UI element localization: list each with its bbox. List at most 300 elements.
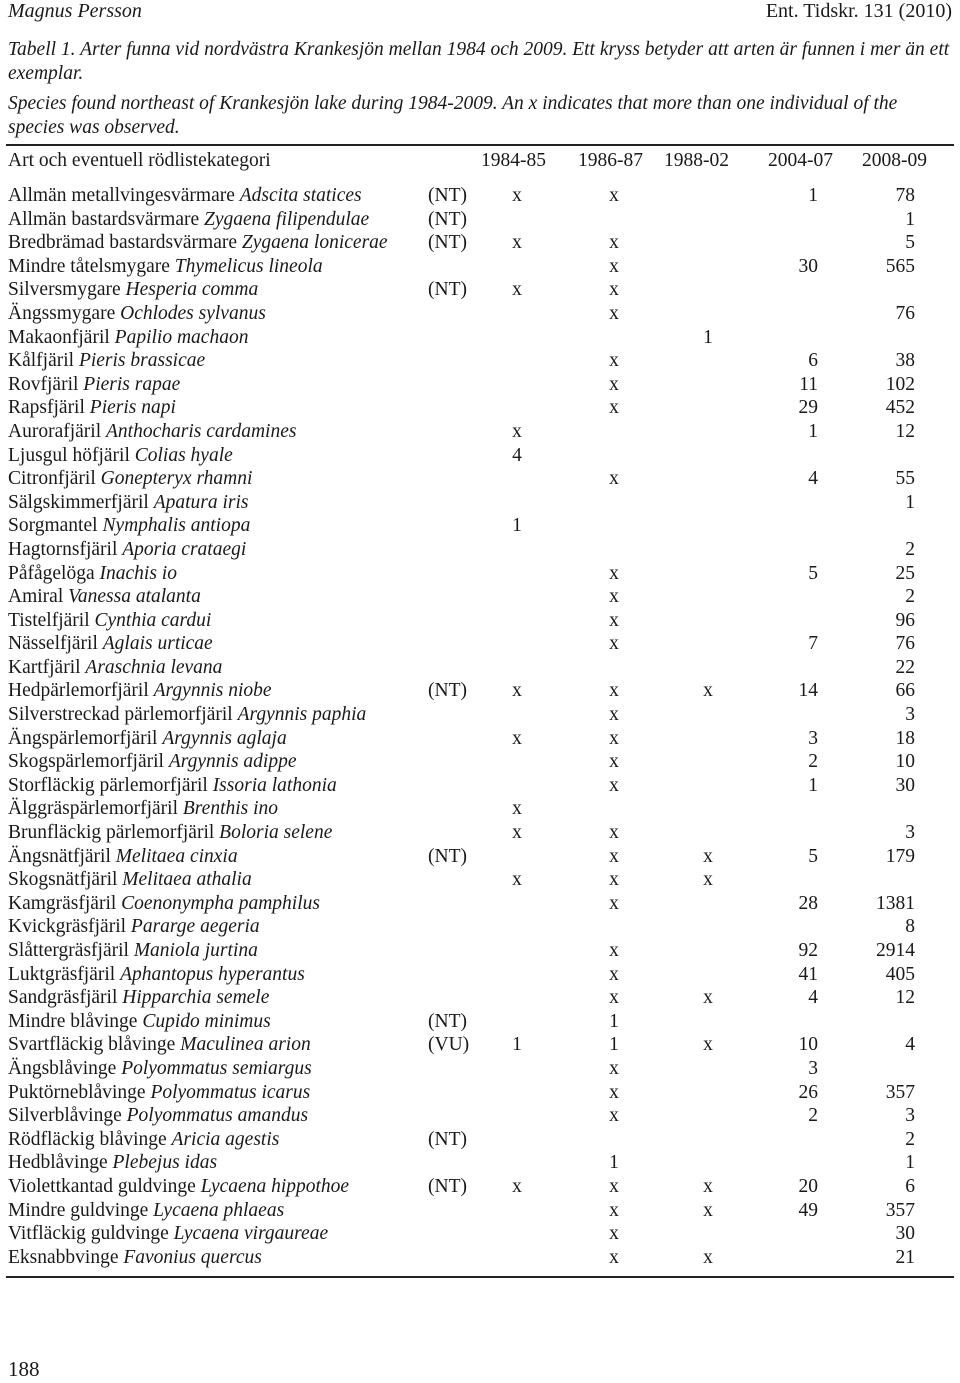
latin-name: Lycaena hippothoe [200, 1175, 350, 1197]
cell-y5: 2 [905, 586, 915, 608]
swedish-name: Silverblåvinge [8, 1105, 122, 1127]
swedish-name: Sorgmantel [8, 515, 98, 537]
cell-y4: 4 [808, 987, 818, 1009]
latin-name: Maniola jurtina [133, 940, 258, 961]
table-row [0, 349, 960, 373]
cell-value: 1 [512, 515, 522, 537]
cell-y5: 405 [885, 963, 915, 985]
table-row [0, 986, 960, 1010]
swedish-name: Storfläckig pärlemorfjäril [8, 774, 208, 796]
latin-name: Hesperia comma [125, 279, 259, 301]
table-row [0, 679, 960, 703]
cell-y5: 66 [895, 680, 915, 702]
redlist-category: (NT) [428, 845, 467, 867]
cell-y4: 10 [798, 1034, 818, 1056]
cell-y5: 78 [895, 185, 915, 206]
cell-y5: 357 [885, 1081, 915, 1103]
latin-name: Pararge aegeria [130, 916, 260, 938]
swedish-name: Silverstreckad pärlemorfjäril [8, 704, 233, 726]
cell-value: x [609, 397, 619, 419]
cell-value: x [512, 1175, 522, 1197]
table-row [0, 1128, 960, 1152]
cell-value: x [512, 420, 522, 442]
cell-value: x [512, 727, 522, 749]
table-row [0, 1246, 960, 1270]
cell-y5: 22 [895, 656, 915, 678]
cell-y5: 2 [905, 538, 915, 560]
cell-y4: 11 [799, 373, 818, 395]
cell-value: x [609, 232, 619, 254]
cell-y5: 4 [905, 1034, 915, 1056]
cell-value: x [609, 185, 619, 206]
cell-y4: 1 [808, 420, 818, 442]
cell-y5: 6 [905, 1175, 915, 1197]
running-head-author: Magnus Persson [8, 0, 142, 22]
latin-name: Lycaena virgaureae [173, 1223, 329, 1245]
cell-value: x [512, 798, 522, 820]
swedish-name: Ängspärlemorfjäril [8, 727, 158, 749]
cell-y4: 20 [798, 1175, 818, 1197]
species-name [8, 1199, 284, 1223]
table-row [0, 892, 960, 916]
swedish-name: Hagtornsfjäril [8, 538, 118, 560]
species-table [0, 184, 960, 1269]
swedish-name: Silversmygare [8, 279, 121, 301]
swedish-name: Mindre guldvinge [8, 1199, 149, 1221]
latin-name: Aricia agestis [171, 1128, 280, 1150]
cell-value: x [703, 1199, 713, 1221]
cell-y4: 3 [808, 1057, 818, 1079]
cell-y4: 2 [808, 1105, 818, 1127]
species-name [8, 609, 211, 633]
redlist-category: (NT) [428, 1128, 467, 1150]
species-name [8, 915, 260, 939]
latin-name: Brenthis ino [182, 798, 279, 820]
swedish-name: Mindre tåtelsmygare [8, 255, 170, 277]
table-bottom-rule [6, 1276, 954, 1278]
cell-y4: 1 [808, 774, 818, 796]
species-name [8, 939, 258, 963]
cell-y4: 92 [798, 940, 818, 961]
cell-value: x [609, 774, 619, 796]
cell-y4: 2 [808, 751, 818, 773]
cell-value: x [703, 1175, 713, 1197]
latin-name: Lycaena phlaeas [153, 1199, 285, 1221]
swedish-name: Ängsnätfjäril [8, 845, 111, 867]
table-row [0, 1081, 960, 1105]
table-row [0, 514, 960, 538]
swedish-name: Nässelfjäril [8, 633, 98, 655]
table-row [0, 1010, 960, 1034]
latin-name: Gonepteryx rhamni [100, 468, 253, 490]
header-2008-09: 2008-09 [862, 150, 927, 171]
table-row [0, 231, 960, 255]
swedish-name: Ängssmygare [8, 302, 116, 324]
species-name [8, 1104, 308, 1128]
cell-value: x [512, 279, 522, 301]
cell-value: 1 [609, 1034, 619, 1056]
header-1986-87: 1986-87 [578, 150, 643, 171]
table-row [0, 797, 960, 821]
table-row [0, 373, 960, 397]
swedish-name: Bredbrämad bastardsvärmare [8, 232, 238, 254]
latin-name: Nymphalis antiopa [102, 515, 251, 537]
cell-y4: 41 [798, 963, 818, 985]
header-2004-07: 2004-07 [768, 150, 833, 171]
species-name [8, 1057, 312, 1081]
table-row [0, 585, 960, 609]
species-name [8, 1081, 310, 1105]
swedish-name: Kamgräsfjäril [8, 892, 117, 914]
cell-y4: 29 [798, 397, 818, 419]
swedish-name: Ljusgul höfjäril [8, 444, 130, 466]
table-row [0, 302, 960, 326]
swedish-name: Eksnabbvinge [8, 1246, 119, 1268]
table-row [0, 1057, 960, 1081]
table-row [0, 868, 960, 892]
species-name [8, 514, 250, 538]
species-name [8, 208, 369, 232]
table-row [0, 1175, 960, 1199]
cell-y5: 76 [895, 302, 915, 324]
swedish-name: Citronfjäril [8, 468, 96, 490]
cell-value: x [609, 1199, 619, 1221]
redlist-category: (VU) [428, 1034, 470, 1056]
cell-y5: 2914 [876, 940, 915, 961]
cell-y5: 1 [905, 491, 915, 513]
latin-name: Zygaena filipendulae [204, 208, 370, 230]
cell-y5: 76 [895, 633, 915, 655]
table-row [0, 845, 960, 869]
table-row [0, 774, 960, 798]
species-name [8, 491, 249, 515]
page-number: 188 [8, 1357, 40, 1381]
cell-value: x [609, 586, 619, 608]
cell-value: x [512, 869, 522, 891]
table-header-row [0, 150, 960, 174]
redlist-category: (NT) [428, 232, 467, 254]
cell-value: x [609, 255, 619, 277]
latin-name: Argynnis aglaja [162, 727, 287, 749]
swedish-name: Violettkantad guldvinge [8, 1175, 196, 1197]
cell-y5: 1381 [876, 892, 915, 914]
cell-value: 1 [703, 326, 713, 348]
cell-value: x [703, 1034, 713, 1056]
cell-y4: 28 [798, 892, 818, 914]
cell-value: x [512, 822, 522, 844]
cell-value: x [703, 680, 713, 702]
latin-name: Papilio machaon [114, 326, 249, 348]
latin-name: Argynnis adippe [168, 751, 297, 773]
table-row [0, 963, 960, 987]
swedish-name: Rovfjäril [8, 373, 79, 395]
latin-name: Zygaena lonicerae [241, 232, 388, 254]
species-name [8, 231, 388, 255]
redlist-category: (NT) [428, 185, 467, 206]
species-name [8, 868, 252, 892]
species-name [8, 1128, 279, 1152]
cell-value: 4 [512, 444, 522, 466]
table-row [0, 278, 960, 302]
running-head-journal: Ent. Tidskr. 131 (2010) [765, 0, 952, 22]
cell-value: x [609, 704, 619, 726]
table-row [0, 727, 960, 751]
cell-value: x [703, 845, 713, 867]
cell-value: 1 [609, 1010, 619, 1032]
cell-y5: 1 [905, 208, 915, 230]
cell-value: 1 [512, 1034, 522, 1056]
table-top-rule [6, 144, 954, 146]
species-name [8, 703, 366, 727]
table-row [0, 1104, 960, 1128]
species-name [8, 302, 266, 326]
cell-y5: 18 [895, 727, 915, 749]
cell-y4: 5 [808, 562, 818, 584]
table-row [0, 750, 960, 774]
cell-value: x [609, 680, 619, 702]
swedish-name: Rödfläckig blåvinge [8, 1128, 167, 1150]
species-name [8, 774, 337, 798]
table-row [0, 1199, 960, 1223]
swedish-name: Påfågelöga [8, 562, 95, 584]
latin-name: Anthocharis cardamines [106, 420, 297, 442]
table-caption-english: Species found northeast of Krankesjön lake during 1984-2009. An x indicates that more than one individual of the species was observed. [8, 93, 898, 138]
cell-value: x [703, 869, 713, 891]
running-head [8, 0, 952, 26]
cell-value: x [609, 987, 619, 1009]
latin-name: Ochlodes sylvanus [120, 302, 266, 324]
species-name [8, 1222, 328, 1246]
table-row [0, 491, 960, 515]
cell-value: x [609, 940, 619, 961]
latin-name: Aporia crataegi [122, 538, 247, 560]
table-row [0, 562, 960, 586]
cell-y4: 30 [798, 255, 818, 277]
cell-y5: 55 [895, 468, 915, 490]
cell-y5: 30 [895, 1223, 915, 1245]
redlist-category: (NT) [428, 680, 467, 702]
species-name [8, 562, 177, 586]
latin-name: Favonius quercus [123, 1246, 262, 1268]
latin-name: Boloria selene [219, 822, 333, 844]
header-species: Art och eventuell rödlistekategori [8, 150, 271, 171]
cell-y5: 10 [895, 751, 915, 773]
swedish-name: Vitfläckig guldvinge [8, 1223, 169, 1245]
table-row [0, 915, 960, 939]
latin-name: Inachis io [99, 562, 177, 584]
table-row [0, 609, 960, 633]
swedish-name: Älggräspärlemorfjäril [8, 798, 179, 820]
redlist-category: (NT) [428, 1010, 467, 1032]
cell-value: x [609, 468, 619, 490]
cell-value: x [512, 185, 522, 206]
swedish-name: Brunfläckig pärlemorfjäril [8, 822, 215, 844]
cell-value: x [609, 562, 619, 584]
swedish-name: Kartfjäril [8, 656, 81, 678]
table-row [0, 208, 960, 232]
species-name [8, 750, 296, 774]
cell-y4: 4 [808, 468, 818, 490]
swedish-name: Mindre blåvinge [8, 1010, 138, 1032]
species-name [8, 679, 272, 703]
cell-value: x [609, 1057, 619, 1079]
cell-y4: 49 [798, 1199, 818, 1221]
cell-y4: 6 [808, 350, 818, 372]
swedish-name: Skogsnätfjäril [8, 869, 118, 891]
latin-name: Argynnis niobe [153, 680, 272, 702]
swedish-name: Aurorafjäril [8, 420, 102, 442]
cell-value: x [609, 1175, 619, 1197]
cell-value: x [512, 232, 522, 254]
swedish-name: Sälgskimmerfjäril [8, 491, 149, 513]
latin-name: Hipparchia semele [122, 987, 270, 1009]
latin-name: Plebejus idas [112, 1152, 218, 1174]
species-name [8, 1151, 217, 1175]
cell-y5: 25 [895, 562, 915, 584]
species-name [8, 656, 222, 680]
species-name [8, 1010, 271, 1034]
swedish-name: Ängsblåvinge [8, 1057, 117, 1079]
table-row [0, 184, 960, 208]
latin-name: Thymelicus lineola [174, 255, 323, 277]
species-name [8, 727, 287, 751]
cell-y5: 12 [895, 987, 915, 1009]
species-name [8, 349, 205, 373]
cell-y5: 3 [905, 822, 915, 844]
cell-value: x [609, 373, 619, 395]
cell-value: x [609, 751, 619, 773]
header-1984-85: 1984-85 [481, 150, 546, 171]
swedish-name: Hedblåvinge [8, 1152, 108, 1174]
cell-y5: 30 [895, 774, 915, 796]
redlist-category: (NT) [428, 208, 467, 230]
latin-name: Aglais urticae [102, 633, 213, 655]
species-name [8, 963, 305, 987]
latin-name: Aphantopus hyperantus [120, 963, 305, 985]
cell-y5: 179 [885, 845, 915, 867]
swedish-name: Puktörneblåvinge [8, 1081, 146, 1103]
table-row [0, 632, 960, 656]
cell-value: x [609, 1223, 619, 1245]
table-row [0, 396, 960, 420]
species-name [8, 467, 252, 491]
swedish-name: Skogspärlemorfjäril [8, 751, 164, 773]
species-name [8, 538, 246, 562]
table-row [0, 420, 960, 444]
latin-name: Apatura iris [153, 491, 249, 513]
cell-value: x [609, 892, 619, 914]
species-name [8, 821, 332, 845]
cell-value: 1 [609, 1152, 619, 1174]
cell-value: x [609, 963, 619, 985]
table-row [0, 255, 960, 279]
species-name [8, 255, 323, 279]
cell-y5: 1 [905, 1152, 915, 1174]
latin-name: Polyommatus semiargus [121, 1057, 312, 1079]
species-name [8, 585, 201, 609]
latin-name: Cupido minimus [142, 1010, 271, 1032]
latin-name: Pieris rapae [83, 373, 181, 395]
swedish-name: Hedpärlemorfjäril [8, 680, 149, 702]
cell-value: x [609, 1246, 619, 1268]
cell-value: x [512, 680, 522, 702]
table-row [0, 1151, 960, 1175]
cell-value: x [609, 1105, 619, 1127]
cell-value: x [609, 727, 619, 749]
species-name [8, 986, 269, 1010]
species-name [8, 184, 362, 208]
swedish-name: Sandgräsfjäril [8, 987, 118, 1009]
latin-name: Polyommatus amandus [126, 1105, 309, 1127]
species-name [8, 632, 213, 656]
swedish-name: Rapsfjäril [8, 397, 85, 419]
cell-y4: 5 [808, 845, 818, 867]
species-name [8, 278, 258, 302]
cell-value: x [609, 609, 619, 631]
latin-name: Pieris napi [89, 397, 176, 419]
cell-y5: 452 [885, 397, 915, 419]
species-name [8, 373, 180, 397]
latin-name: Adscita statices [239, 185, 362, 206]
redlist-category: (NT) [428, 1175, 467, 1197]
cell-y4: 1 [808, 185, 818, 206]
header-1988-02: 1988-02 [664, 150, 729, 171]
table-row [0, 467, 960, 491]
redlist-category: (NT) [428, 279, 467, 301]
cell-y4: 3 [808, 727, 818, 749]
cell-y5: 8 [905, 916, 915, 938]
swedish-name: Svartfläckig blåvinge [8, 1034, 176, 1056]
cell-y5: 102 [885, 373, 915, 395]
latin-name: Vanessa atalanta [68, 586, 201, 608]
latin-name: Coenonympha pamphilus [121, 892, 320, 914]
cell-y5: 3 [905, 704, 915, 726]
latin-name: Issoria lathonia [212, 774, 337, 796]
latin-name: Araschnia levana [85, 656, 223, 678]
latin-name: Melitaea cinxia [115, 845, 238, 867]
latin-name: Pieris brassicae [78, 350, 206, 372]
table-row [0, 821, 960, 845]
swedish-name: Allmän bastardsvärmare [8, 208, 200, 230]
cell-y5: 3 [905, 1105, 915, 1127]
cell-y5: 5 [905, 232, 915, 254]
cell-y5: 21 [895, 1246, 915, 1268]
species-name [8, 892, 320, 916]
table-row [0, 326, 960, 350]
cell-y4: 14 [798, 680, 818, 702]
species-name [8, 845, 238, 869]
swedish-name: Kålfjäril [8, 350, 75, 372]
table-row [0, 1222, 960, 1246]
swedish-name: Tistelfjäril [8, 609, 90, 631]
cell-y5: 38 [895, 350, 915, 372]
latin-name: Melitaea athalia [122, 869, 252, 891]
cell-y4: 7 [808, 633, 818, 655]
cell-y5: 96 [895, 609, 915, 631]
species-name [8, 1033, 311, 1057]
table-row [0, 538, 960, 562]
cell-value: x [703, 1246, 713, 1268]
cell-value: x [703, 987, 713, 1009]
species-name [8, 420, 296, 444]
species-name [8, 1175, 349, 1199]
cell-y5: 12 [895, 420, 915, 442]
swedish-name: Makaonfjäril [8, 326, 110, 348]
table-caption-swedish: Tabell 1. Arter funna vid nordvästra Krankesjön mellan 1984 och 2009. Ett kryss betyder att arten är funnen i mer än ett exemplar. [8, 39, 950, 84]
cell-value: x [609, 633, 619, 655]
species-name [8, 797, 278, 821]
latin-name: Cynthia cardui [94, 609, 212, 631]
